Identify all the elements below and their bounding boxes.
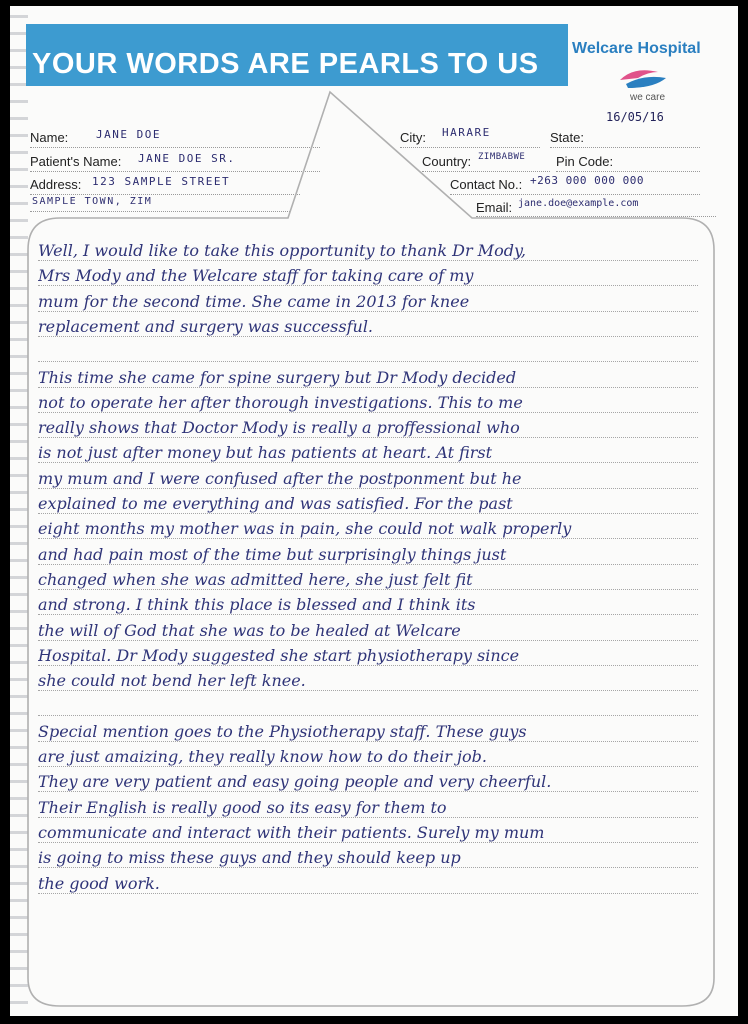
letter-line: Mrs Mody and the Welcare staff for taking care of my bbox=[38, 266, 474, 286]
letter-line: Well, I would like to take this opportunity to thank Dr Mody, bbox=[38, 241, 526, 260]
address-label: Address: bbox=[30, 177, 82, 192]
address-value: 123 SAMPLE STREET bbox=[92, 175, 231, 188]
name-label: Name: bbox=[30, 130, 69, 145]
country-value: ZIMBABWE bbox=[478, 152, 526, 162]
hospital-logo-name: Welcare Hospital bbox=[572, 40, 701, 57]
patient-name-label: Patient's Name: bbox=[30, 154, 122, 169]
letter-line: my mum and I were confused after the postponment but he bbox=[38, 468, 522, 488]
city-value: HARARE bbox=[442, 126, 491, 139]
letter-line: changed when she was admitted here, she just felt fit bbox=[38, 569, 473, 589]
letter-line: and strong. I think this place is blessed and I think its bbox=[38, 595, 476, 615]
letter-line: explained to me everything and was satisfied. For the past bbox=[38, 494, 513, 513]
letter-line: This time she came for spine surgery but Dr Mody decided bbox=[38, 367, 517, 387]
country-label: Country: bbox=[422, 154, 472, 169]
city-label: City: bbox=[400, 130, 426, 145]
letter-line: is going to miss these guys and they should keep up bbox=[38, 848, 461, 868]
letter-line: really shows that Doctor Mody is really a proffessional who bbox=[38, 418, 520, 438]
contact-label: Contact No.: bbox=[450, 177, 523, 192]
letter-line: and had pain most of the time but surprisingly things just bbox=[38, 544, 507, 564]
letter-line: eight months my mother was in pain, she could not walk properly bbox=[38, 519, 572, 539]
hospital-logo-tagline: we care bbox=[630, 92, 666, 103]
letter-ruled-line bbox=[38, 715, 698, 716]
letter-line: replacement and surgery was successful. bbox=[38, 316, 374, 336]
letter-line: the will of God that she was to be healed at Welcare bbox=[38, 620, 461, 640]
email-label: Email: bbox=[476, 200, 513, 215]
address-value-line2: SAMPLE TOWN, ZIM bbox=[32, 196, 153, 207]
letter-line: are just amaizing, they really know how to do their job. bbox=[38, 747, 487, 766]
name-value: JANE DOE bbox=[96, 128, 161, 141]
banner-title: YOUR WORDS ARE PEARLS TO US bbox=[32, 48, 539, 80]
contact-value: +263 000 000 000 bbox=[530, 174, 644, 187]
state-label: State: bbox=[550, 130, 584, 145]
email-value: jane.doe@example.com bbox=[518, 198, 639, 209]
letter-line: mum for the second time. She came in 2013 for knee bbox=[38, 291, 470, 311]
letter-ruled-line bbox=[38, 361, 698, 362]
letter-line: Their English is really good so its easy for them to bbox=[38, 797, 447, 817]
letter-line: They are very patient and easy going people and very cheerful. bbox=[38, 772, 552, 792]
letter-line: is not just after money but has patients at heart. At first bbox=[38, 443, 493, 463]
handwritten-date: 16/05/16 bbox=[606, 110, 664, 124]
letter-line: she could not bend her left knee. bbox=[38, 671, 306, 691]
letter-line: not to operate her after thorough investigations. This to me bbox=[38, 392, 523, 412]
pin-code-label: Pin Code: bbox=[556, 154, 614, 169]
patient-name-value: JANE DOE SR. bbox=[138, 152, 236, 165]
feedback-form-page bbox=[10, 6, 738, 1016]
letter-line: Hospital. Dr Mody suggested she start physiotherapy since bbox=[38, 645, 520, 665]
letter-line: the good work. bbox=[38, 873, 160, 893]
letter-line: Special mention goes to the Physiotherapy staff. These guys bbox=[38, 721, 527, 741]
letter-line: communicate and interact with their patients. Surely my mum bbox=[38, 822, 545, 842]
